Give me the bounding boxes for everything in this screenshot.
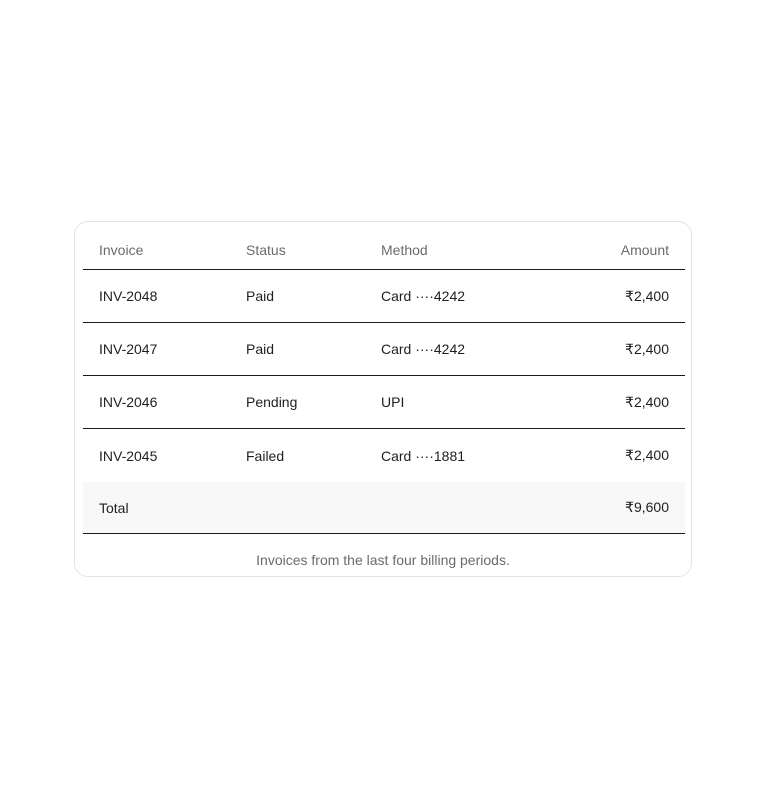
invoice-status: Paid [246,288,275,304]
invoice-amount: ₹2,400 [625,340,669,357]
table-row [83,323,685,376]
table-header-row [83,230,685,270]
invoice-id: INV-2045 [99,447,158,464]
column-header-method: Method [381,241,428,258]
invoice-amount: ₹2,400 [625,393,669,410]
invoice-id: INV-2048 [99,288,158,304]
invoice-status: Pending [246,394,298,410]
column-header-status: Status [246,241,286,258]
payment-method: UPI [381,394,405,410]
table-row [83,429,685,482]
table-row [83,376,685,429]
invoice-table-card [74,221,692,577]
invoice-id: INV-2046 [99,394,158,410]
table-caption: Invoices from the last four billing periods. [256,552,510,568]
total-label: Total [99,499,129,516]
total-amount: ₹9,600 [625,499,669,515]
column-header-amount: Amount [620,241,669,258]
payment-method: Card ····4242 [381,288,466,304]
column-header-invoice: Invoice [99,241,144,258]
invoice-status: Failed [246,447,285,464]
invoice-amount: ₹2,400 [625,447,669,463]
invoice-amount: ₹2,400 [625,287,669,304]
invoice-id: INV-2047 [99,341,158,357]
payment-method: Card ····1881 [381,447,466,464]
payment-method: Card ····4242 [381,341,466,357]
table-total-row [83,482,685,534]
table-row [83,270,685,323]
invoice-status: Paid [246,341,275,357]
invoice-table [83,230,685,534]
